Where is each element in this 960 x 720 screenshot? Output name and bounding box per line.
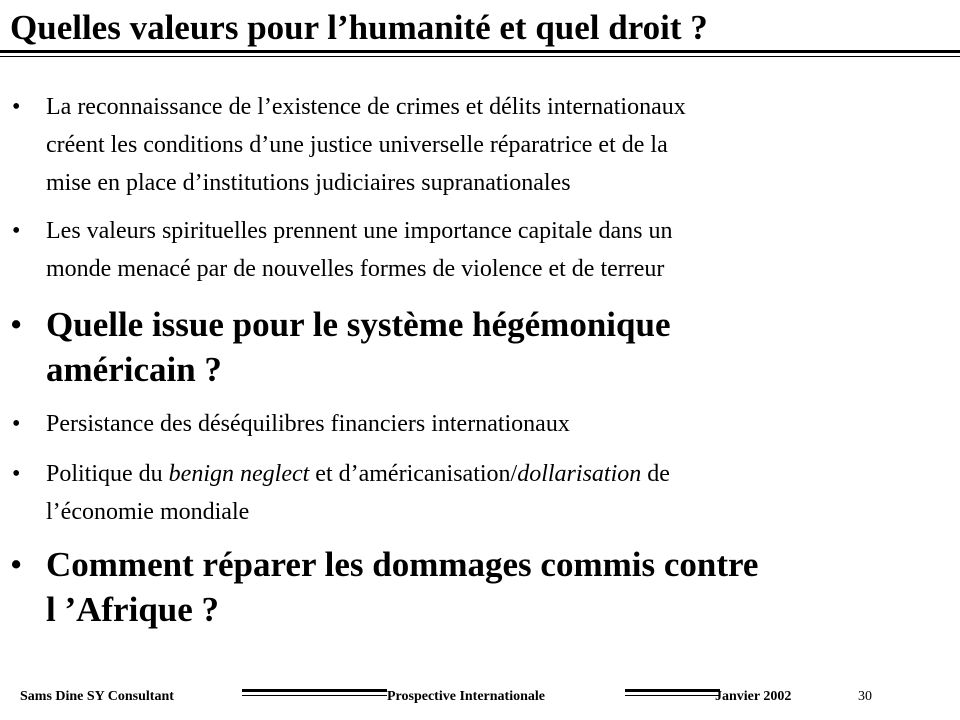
text-line — [46, 405, 906, 443]
text-line — [46, 126, 906, 164]
footer-author: Sams Dine SY Consultant — [20, 689, 174, 704]
text-line — [46, 587, 906, 632]
text-segment: Les valeurs spirituelles prennent une importance capitale dans un — [46, 218, 673, 244]
bullet-text — [46, 405, 906, 443]
text-segment: monde menacé par de nouvelles formes de violence et de terreur — [46, 256, 665, 282]
title-rule-thin — [0, 56, 960, 57]
footer-rule-right-thin — [625, 695, 720, 696]
text-line — [46, 455, 906, 493]
text-line — [46, 250, 906, 288]
text-segment: de — [641, 461, 670, 487]
text-segment: l ’Afrique ? — [46, 590, 220, 629]
text-line — [46, 88, 906, 126]
text-segment: Politique du — [46, 461, 169, 487]
text-segment: et d’américanisation/ — [309, 461, 518, 487]
bullet-dot: • — [10, 545, 23, 584]
text-line — [46, 302, 906, 347]
bullet-text — [46, 302, 906, 392]
text-line — [46, 347, 906, 392]
bullet-dot: • — [12, 411, 21, 437]
text-line — [46, 164, 906, 202]
footer-rule-left-thin — [242, 695, 387, 696]
footer-date: Janvier 2002 — [715, 689, 792, 704]
italic-term: benign neglect — [168, 461, 310, 487]
page-number: 30 — [858, 689, 872, 704]
bullet-text — [46, 455, 906, 531]
text-segment: mise en place d’institutions judiciaires supranationales — [46, 170, 571, 196]
slide-title: Quelles valeurs pour l’humanité et quel droit ? — [10, 8, 708, 47]
footer-rule-right — [625, 689, 720, 692]
bullet-text — [46, 542, 906, 632]
bullet-dot: • — [12, 218, 21, 244]
text-segment: Persistance des déséquilibres financiers internationaux — [46, 411, 570, 437]
text-segment: Comment réparer les dommages commis contre — [46, 545, 759, 584]
text-line — [46, 493, 906, 531]
text-line — [46, 212, 906, 250]
footer-rule-left — [242, 689, 387, 692]
italic-term: dollarisation — [517, 461, 642, 487]
footer — [0, 687, 960, 707]
title-rule-thick — [0, 50, 960, 53]
text-segment: La reconnaissance de l’existence de crimes et délits internationaux — [46, 94, 686, 120]
text-segment: créent les conditions d’une justice universelle réparatrice et de la — [46, 132, 668, 158]
bullet-dot: • — [12, 94, 21, 120]
text-segment: l’économie mondiale — [46, 499, 250, 525]
text-line — [46, 542, 906, 587]
footer-center: Prospective Internationale — [387, 689, 545, 704]
text-segment: américain ? — [46, 350, 222, 389]
bullet-dot: • — [10, 305, 23, 344]
bullet-dot: • — [12, 461, 21, 487]
bullet-text — [46, 212, 906, 288]
bullet-text — [46, 88, 906, 202]
text-segment: Quelle issue pour le système hégémonique — [46, 305, 671, 344]
